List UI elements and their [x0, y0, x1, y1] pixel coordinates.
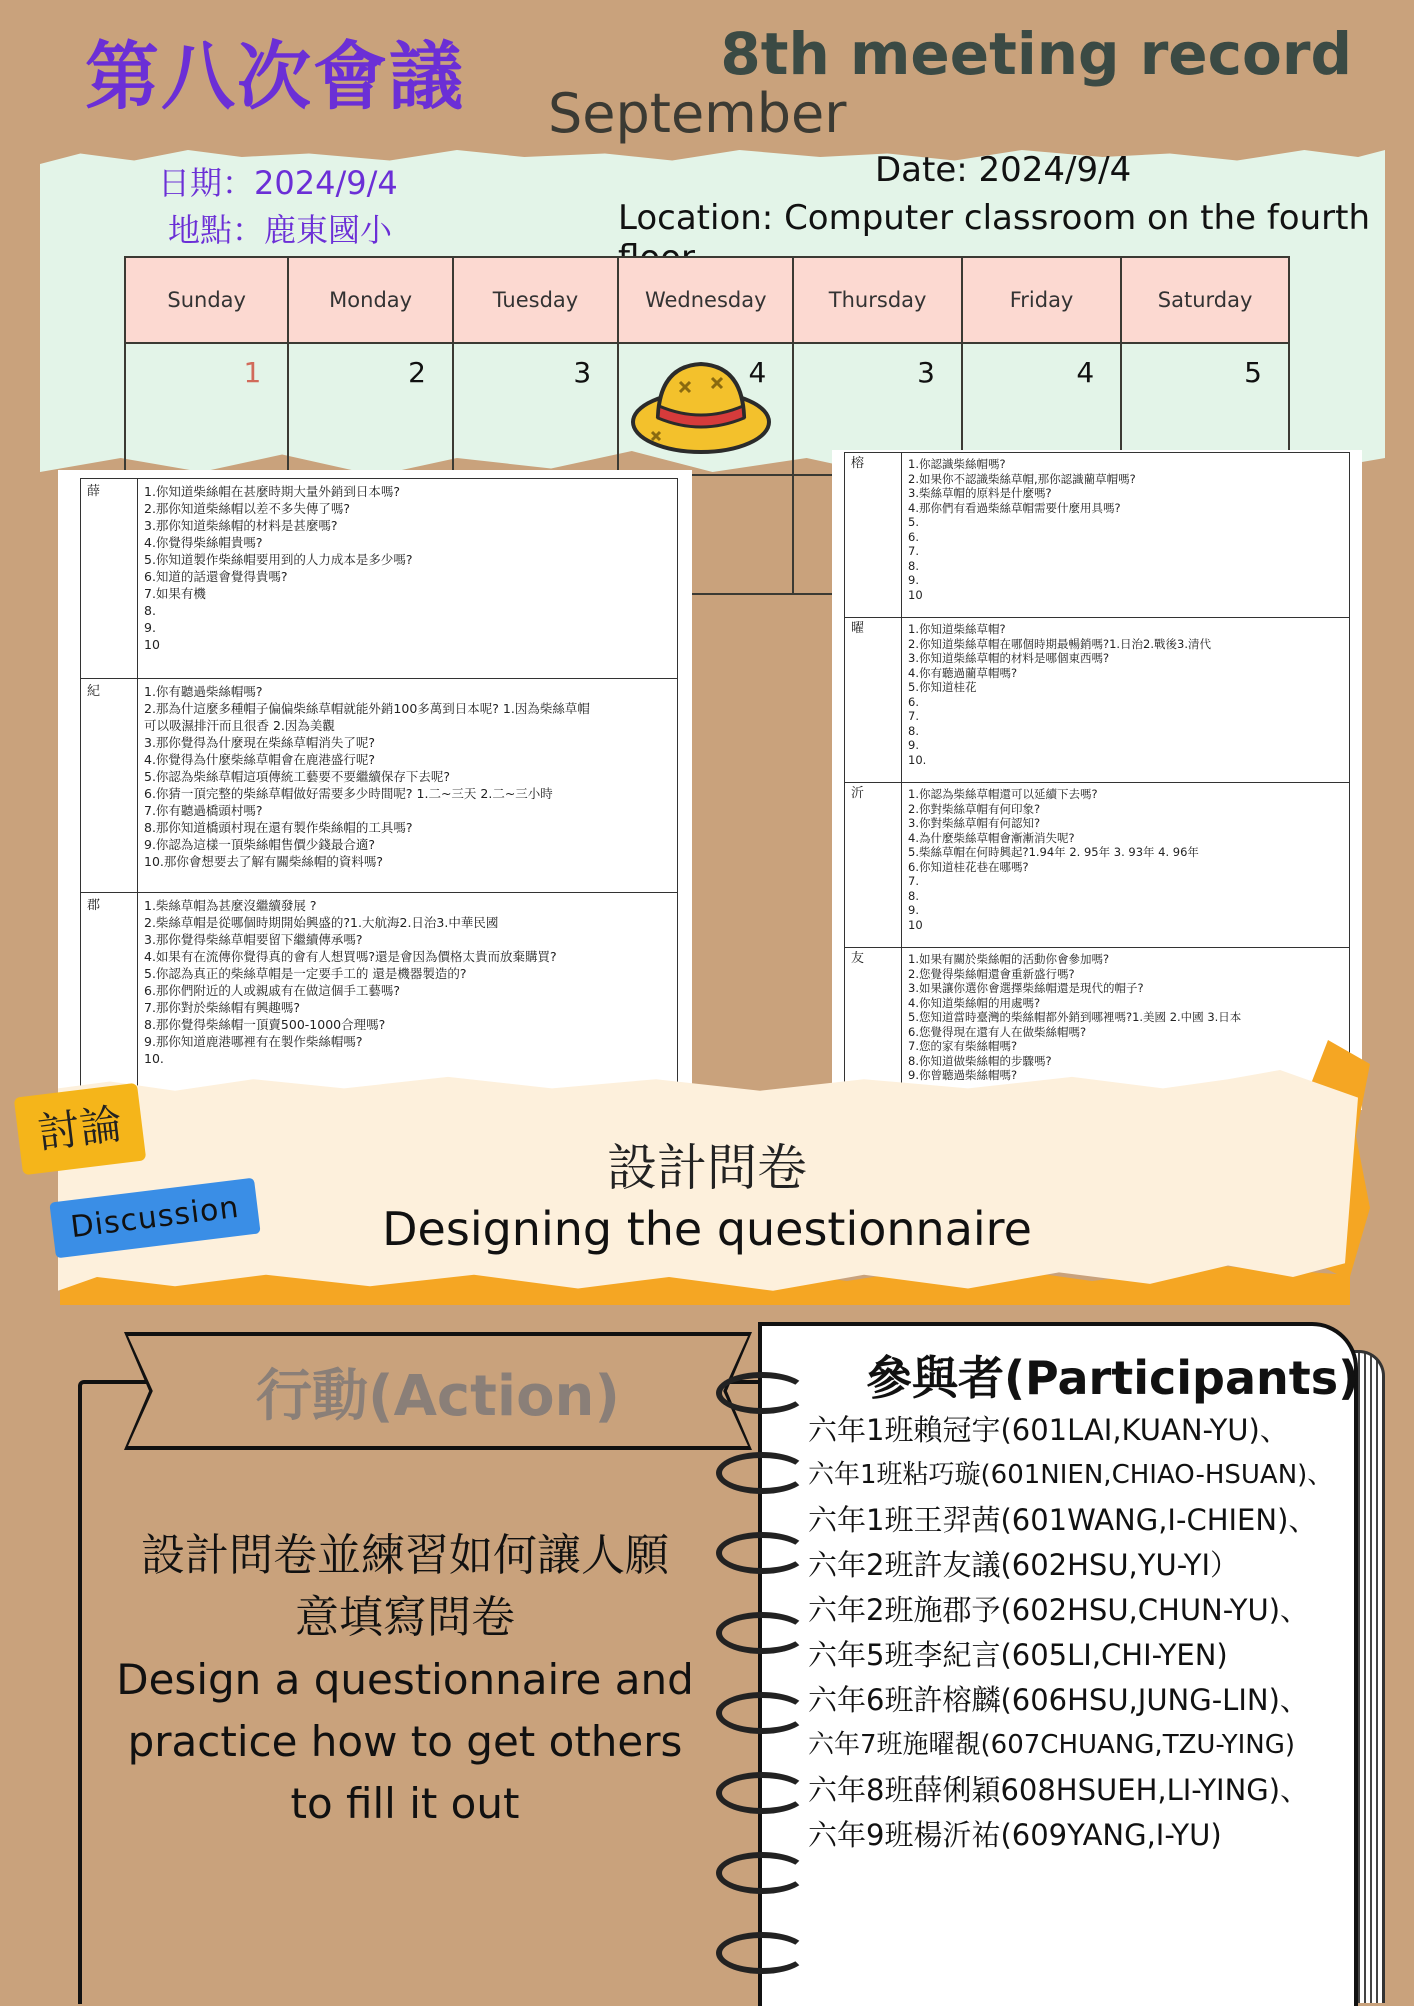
question-line: 4.你知道柴絲帽的用處嗎? [908, 995, 1041, 1010]
participant-item: 六年1班賴冠宇(601LAI,KUAN-YU)、 [808, 1413, 1289, 1447]
date-zh: 日期：2024/9/4 [158, 164, 398, 202]
question-line: 5.你認為柴絲草帽這項傳統工藝要不要繼續保存下去呢? [144, 769, 451, 784]
participant-item: 六年2班施郡予(602HSU,CHUN-YU)、 [808, 1593, 1310, 1627]
question-line: 7.那你對於柴絲帽有興趣嗎? [144, 1000, 301, 1015]
question-line: 5.柴絲草帽在何時興起?1.94年 2. 95年 3. 93年 4. 96年 [908, 845, 1199, 859]
question-line: 2.你對柴絲草帽有何印象? [908, 801, 1041, 816]
participant-item: 六年1班粘巧璇(601NIEN,CHIAO-HSUAN)、 [808, 1460, 1334, 1490]
question-line: 7.你有聽過橋頭村嗎? [144, 803, 263, 818]
action-body-en-line: practice how to get others [127, 1717, 683, 1766]
question-line: 1.你認識柴絲帽嗎? [908, 457, 1006, 471]
calendar-date: 5 [1121, 343, 1289, 475]
question-line: 可以吸濕排汗而且很香 2.因為美觀 [144, 718, 335, 733]
student-name: 紀 [81, 679, 138, 893]
calendar-date: 4 [618, 343, 793, 475]
binder-ring-icon [716, 1452, 808, 1494]
participant-item: 六年7班施曜覩(607CHUANG,TZU-YING) [808, 1730, 1296, 1760]
question-line: 1.你有聽過柴絲帽嗎? [144, 684, 263, 699]
question-line: 8. [144, 603, 156, 618]
calendar-date: 2 [288, 343, 453, 475]
question-line: 2.您覺得柴絲帽還會重新盛行嗎? [908, 966, 1075, 981]
action-body-zh-line: 意填寫問卷 [295, 1592, 515, 1643]
student-name: 薛 [81, 479, 138, 679]
question-line: 1.柴絲草帽為甚麼沒繼續發展 ? [144, 898, 317, 913]
question-line: 2.柴絲草帽是從哪個時期開始興盛的?1.大航海2.日治3.中華民國 [144, 915, 499, 930]
binder-ring-icon [716, 1532, 808, 1574]
questionnaire-sheet-right [832, 450, 1362, 1110]
question-line: 3.你對柴絲草帽有何認知? [908, 816, 1041, 830]
question-line: 7.您的家有柴絲帽嗎? [908, 1039, 1018, 1053]
question-line: 6.您覺得現在還有人在做柴絲帽嗎? [908, 1024, 1087, 1039]
discussion-tag-zh: 討論 [14, 1083, 147, 1176]
straw-hat-icon [628, 356, 774, 456]
question-line: 1.你知道柴絲草帽? [908, 622, 1006, 636]
question-line: 7.如果有機 [144, 586, 206, 601]
calendar-day-header: Friday [962, 257, 1121, 343]
action-body-zh-line: 設計問卷並練習如何讓人願 [141, 1530, 669, 1581]
question-list [138, 679, 678, 893]
month-label: September [548, 82, 847, 145]
question-line: 8.那你知道橋頭村現在還有製作柴絲帽的工具嗎? [144, 820, 413, 835]
action-body [100, 1525, 710, 1835]
participant-item: 六年6班許榕麟(606HSU,JUNG-LIN)、 [808, 1683, 1309, 1717]
question-line: 7. [908, 709, 919, 723]
question-line: 4.你覺得柴絲帽貴嗎? [144, 535, 263, 550]
question-line: 1.如果有關於柴絲帽的活動你會參加嗎? [908, 952, 1110, 966]
question-line: 9. [908, 738, 919, 752]
participants-list [808, 1408, 1333, 1858]
question-line: 3.那你覺得柴絲草帽要留下繼續傳承嗎? [144, 932, 363, 947]
calendar-day-header: Monday [288, 257, 453, 343]
binder-ring-icon [716, 1852, 808, 1894]
participant-item: 六年9班楊沂祐(609YANG,I-YU) [808, 1818, 1222, 1852]
binder-ring-icon [716, 1772, 808, 1814]
student-name: 曜 [845, 618, 902, 783]
participant-item: 六年8班薛俐穎608HSUEH,LI-YING)、 [808, 1773, 1310, 1807]
question-line: 4.如果有在流傳你覺得真的會有人想買嗎?還是會因為價格太貴而放棄購買? [144, 949, 557, 964]
question-line: 5.你知道桂花 [908, 680, 977, 694]
student-name: 榕 [845, 453, 902, 618]
participant-item: 六年2班許友議(602HSU,YU-YI） [808, 1548, 1240, 1582]
calendar-day-header: Tuesday [453, 257, 618, 343]
question-line: 10. [908, 752, 927, 767]
question-line: 2.你知道柴絲草帽在哪個時期最暢銷嗎?1.日治2.戰後3.清代 [908, 636, 1211, 651]
question-line: 6. [908, 529, 919, 544]
calendar-day-header: Saturday [1121, 257, 1289, 343]
question-line: 9. [908, 903, 919, 917]
question-line: 8. [908, 888, 919, 903]
calendar-day-header: Wednesday [618, 257, 793, 343]
question-line: 3.你知道柴絲草帽的材料是哪個東西嗎? [908, 651, 1110, 665]
participants-title: 參與者(Participants) [866, 1351, 1360, 1405]
question-line: 9. [908, 573, 919, 587]
question-line: 7. [908, 544, 919, 558]
calendar-day-header: Sunday [125, 257, 288, 343]
title-zh: 第八次會議 [85, 34, 465, 120]
question-line: 10 [908, 917, 923, 932]
question-line: 6.知道的話還會覺得貴嗎? [144, 569, 288, 584]
binder-ring-icon [716, 1372, 808, 1414]
calendar-date: 3 [793, 343, 962, 475]
question-line: 5.你認為真正的柴絲草帽是一定要手工的 還是機器製造的? [144, 966, 467, 981]
question-list [902, 453, 1350, 618]
calendar-date: 3 [453, 343, 618, 475]
question-line: 9.你曾聽過柴絲帽嗎? [908, 1068, 1018, 1082]
question-line: 6. [908, 694, 919, 709]
student-name: 沂 [845, 783, 902, 948]
question-list [902, 783, 1350, 948]
calendar-day-header: Thursday [793, 257, 962, 343]
question-line: 10 [144, 637, 160, 652]
binder-ring-icon [716, 1612, 808, 1654]
question-line: 7. [908, 874, 919, 888]
question-line: 3.柴絲草帽的原料是什麼嗎? [908, 486, 1052, 500]
question-line: 2.那你知道柴絲帽以差不多失傳了嗎? [144, 501, 351, 516]
question-line: 10.那你會想要去了解有關柴絲帽的資料嗎? [144, 854, 384, 869]
question-line: 4.你有聽過藺草帽嗎? [908, 665, 1018, 680]
question-line: 3.如果讓你選你會選擇柴絲帽還是現代的帽子? [908, 981, 1144, 995]
question-line: 9. [144, 620, 156, 635]
question-list [138, 479, 678, 679]
student-name: 友 [845, 948, 902, 1108]
question-line: 6.你知道桂花巷在哪嗎? [908, 859, 1029, 874]
title-en: 8th meeting record [720, 20, 1352, 88]
action-title: 行動(Action) [255, 1364, 621, 1429]
calendar-date: 1 [125, 343, 288, 475]
discussion-topic-zh: 設計問卷 [607, 1139, 807, 1197]
question-line: 4.你覺得為什麼柴絲草帽會在鹿港盛行呢? [144, 752, 376, 767]
question-list [902, 618, 1350, 783]
location-en: Location: Computer classroom on the fourth [618, 198, 1371, 238]
question-line: 8. [908, 723, 919, 738]
question-line: 8.那你覺得柴絲帽一頂賣500-1000合理嗎? [144, 1017, 386, 1032]
question-line: 5. [908, 515, 919, 529]
action-body-en-line: to fill it out [290, 1779, 520, 1828]
question-line: 8.你知道做柴絲帽的步驟嗎? [908, 1053, 1052, 1068]
question-line: 4.那你們有看過柴絲草帽需要什麼用具嗎? [908, 500, 1121, 515]
question-line: 3.那你覺得為什麼現在柴絲草帽消失了呢? [144, 735, 376, 750]
participant-item: 六年1班王羿茜(601WANG,I-CHIEN)、 [808, 1503, 1318, 1537]
location-zh: 地點：鹿東國小 [168, 211, 393, 249]
calendar-date: 4 [962, 343, 1121, 475]
question-line: 5.您知道當時臺灣的柴絲帽都外銷到哪裡嗎?1.美國 2.中國 3.日本 [908, 1010, 1242, 1024]
question-line: 9.你認為這樣一頂柴絲帽售價少錢最合適? [144, 837, 376, 852]
action-body-en-line: Design a questionnaire and [116, 1655, 694, 1704]
student-name: 郡 [81, 893, 138, 1093]
question-line: 1.你認為柴絲草帽還可以延續下去嗎? [908, 787, 1098, 801]
binder-ring-icon [716, 1692, 808, 1734]
binder-ring-icon [716, 1932, 808, 1974]
question-line: 10. [144, 1051, 164, 1066]
question-line: 8. [908, 558, 919, 573]
question-line: 2.那為什這麼多種帽子偏偏柴絲草帽就能外銷100多萬到日本呢? 1.因為柴絲草帽 [144, 701, 590, 716]
questionnaire-sheet-left [58, 470, 692, 1094]
participant-item: 六年5班李紀言(605LI,CHI-YEN) [808, 1638, 1228, 1672]
question-line: 2.如果你不認識柴絲草帽,那你認識藺草帽嗎? [908, 471, 1136, 486]
question-line: 6.你猜一頂完整的柴絲草帽做好需要多少時間呢? 1.二~三天 2.二~三小時 [144, 786, 553, 801]
question-line: 6.那你們附近的人或親戚有在做這個手工藝嗎? [144, 983, 401, 998]
question-line: 1.你知道柴絲帽在甚麼時期大量外銷到日本嗎? [144, 484, 401, 499]
discussion-topic-en: Designing the questionnaire [382, 1202, 1032, 1256]
date-en: Date: 2024/9/4 [875, 150, 1132, 190]
question-line: 5.你知道製作柴絲帽要用到的人力成本是多少嗎? [144, 552, 413, 567]
question-line: 3.那你知道柴絲帽的材料是甚麼嗎? [144, 518, 338, 533]
question-list [138, 893, 678, 1093]
discussion-tag-en: Discussion [49, 1178, 260, 1259]
question-line: 9.那你知道鹿港哪裡有在製作柴絲帽嗎? [144, 1034, 363, 1049]
question-line: 4.為什麼柴絲草帽會漸漸消失呢? [908, 830, 1075, 845]
question-line: 10 [908, 587, 923, 602]
